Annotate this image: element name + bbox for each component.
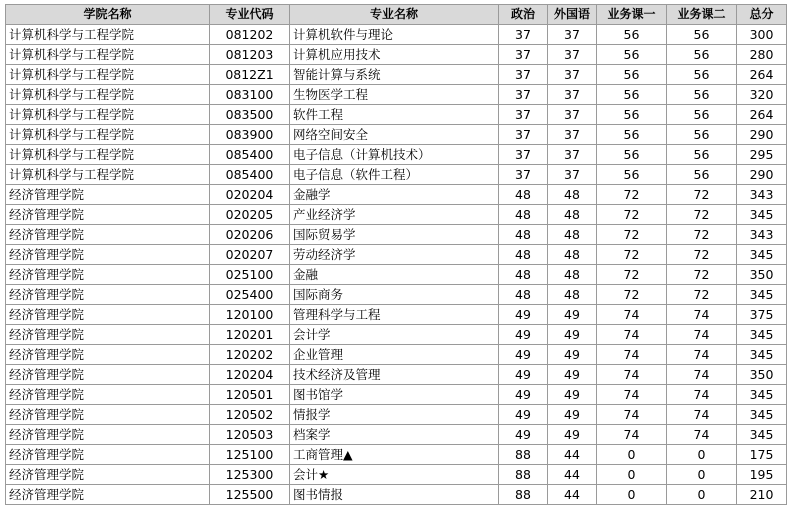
college-cell: 计算机科学与工程学院 bbox=[6, 85, 210, 105]
major-code-cell: 120503 bbox=[210, 425, 290, 445]
table-row bbox=[6, 245, 787, 265]
college-cell: 经济管理学院 bbox=[6, 245, 210, 265]
total-cell: 210 bbox=[737, 485, 787, 505]
foreign-language-cell: 37 bbox=[548, 65, 597, 85]
major-name-cell: 电子信息（计算机技术） bbox=[290, 145, 499, 165]
major-code-cell: 085400 bbox=[210, 165, 290, 185]
subject-one-cell: 74 bbox=[597, 345, 667, 365]
foreign-language-cell: 37 bbox=[548, 105, 597, 125]
foreign-language-cell: 44 bbox=[548, 465, 597, 485]
table-row bbox=[6, 165, 787, 185]
subject-two-cell: 56 bbox=[667, 165, 737, 185]
subject-one-cell: 56 bbox=[597, 85, 667, 105]
foreign-language-cell: 48 bbox=[548, 185, 597, 205]
college-cell: 经济管理学院 bbox=[6, 425, 210, 445]
total-cell: 320 bbox=[737, 85, 787, 105]
table-row bbox=[6, 425, 787, 445]
major-code-cell: 020204 bbox=[210, 185, 290, 205]
politics-cell: 49 bbox=[499, 305, 548, 325]
subject-two-cell: 56 bbox=[667, 105, 737, 125]
college-cell: 经济管理学院 bbox=[6, 265, 210, 285]
header-subject-one: 业务课一 bbox=[597, 5, 667, 25]
major-code-cell: 125300 bbox=[210, 465, 290, 485]
subject-two-cell: 74 bbox=[667, 405, 737, 425]
major-code-cell: 125500 bbox=[210, 485, 290, 505]
college-cell: 计算机科学与工程学院 bbox=[6, 105, 210, 125]
total-cell: 345 bbox=[737, 405, 787, 425]
table-body bbox=[6, 25, 787, 505]
subject-two-cell: 56 bbox=[667, 45, 737, 65]
foreign-language-cell: 37 bbox=[548, 165, 597, 185]
subject-one-cell: 56 bbox=[597, 105, 667, 125]
total-cell: 300 bbox=[737, 25, 787, 45]
major-code-cell: 120502 bbox=[210, 405, 290, 425]
subject-one-cell: 74 bbox=[597, 305, 667, 325]
total-cell: 345 bbox=[737, 345, 787, 365]
subject-two-cell: 72 bbox=[667, 225, 737, 245]
header-major-name: 专业名称 bbox=[290, 5, 499, 25]
politics-cell: 48 bbox=[499, 265, 548, 285]
total-cell: 264 bbox=[737, 65, 787, 85]
table-row bbox=[6, 125, 787, 145]
major-code-cell: 020205 bbox=[210, 205, 290, 225]
header-subject-two: 业务课二 bbox=[667, 5, 737, 25]
politics-cell: 49 bbox=[499, 365, 548, 385]
major-name-cell: 会计★ bbox=[290, 465, 499, 485]
table-row bbox=[6, 25, 787, 45]
header-college: 学院名称 bbox=[6, 5, 210, 25]
foreign-language-cell: 49 bbox=[548, 405, 597, 425]
foreign-language-cell: 48 bbox=[548, 245, 597, 265]
major-code-cell: 025400 bbox=[210, 285, 290, 305]
table-row bbox=[6, 345, 787, 365]
table-row bbox=[6, 305, 787, 325]
major-name-cell: 智能计算与系统 bbox=[290, 65, 499, 85]
foreign-language-cell: 37 bbox=[548, 125, 597, 145]
major-name-cell: 国际贸易学 bbox=[290, 225, 499, 245]
major-name-cell: 档案学 bbox=[290, 425, 499, 445]
header-major-code: 专业代码 bbox=[210, 5, 290, 25]
foreign-language-cell: 49 bbox=[548, 345, 597, 365]
politics-cell: 37 bbox=[499, 65, 548, 85]
subject-one-cell: 56 bbox=[597, 125, 667, 145]
subject-two-cell: 56 bbox=[667, 145, 737, 165]
college-cell: 经济管理学院 bbox=[6, 285, 210, 305]
major-code-cell: 0812Z1 bbox=[210, 65, 290, 85]
subject-two-cell: 74 bbox=[667, 305, 737, 325]
major-code-cell: 120204 bbox=[210, 365, 290, 385]
college-cell: 计算机科学与工程学院 bbox=[6, 45, 210, 65]
major-code-cell: 085400 bbox=[210, 145, 290, 165]
foreign-language-cell: 48 bbox=[548, 205, 597, 225]
subject-one-cell: 72 bbox=[597, 225, 667, 245]
subject-one-cell: 56 bbox=[597, 145, 667, 165]
politics-cell: 37 bbox=[499, 145, 548, 165]
college-cell: 经济管理学院 bbox=[6, 385, 210, 405]
politics-cell: 48 bbox=[499, 205, 548, 225]
subject-one-cell: 56 bbox=[597, 25, 667, 45]
college-cell: 经济管理学院 bbox=[6, 445, 210, 465]
college-cell: 经济管理学院 bbox=[6, 325, 210, 345]
major-code-cell: 083500 bbox=[210, 105, 290, 125]
subject-one-cell: 74 bbox=[597, 385, 667, 405]
foreign-language-cell: 48 bbox=[548, 225, 597, 245]
subject-two-cell: 72 bbox=[667, 265, 737, 285]
subject-two-cell: 0 bbox=[667, 445, 737, 465]
major-name-cell: 电子信息（软件工程） bbox=[290, 165, 499, 185]
subject-one-cell: 74 bbox=[597, 365, 667, 385]
politics-cell: 48 bbox=[499, 285, 548, 305]
major-code-cell: 120501 bbox=[210, 385, 290, 405]
major-code-cell: 125100 bbox=[210, 445, 290, 465]
college-cell: 计算机科学与工程学院 bbox=[6, 125, 210, 145]
table-row bbox=[6, 105, 787, 125]
subject-one-cell: 74 bbox=[597, 325, 667, 345]
table-row bbox=[6, 445, 787, 465]
total-cell: 345 bbox=[737, 325, 787, 345]
major-name-cell: 计算机应用技术 bbox=[290, 45, 499, 65]
major-name-cell: 图书情报 bbox=[290, 485, 499, 505]
table-row bbox=[6, 45, 787, 65]
subject-one-cell: 0 bbox=[597, 465, 667, 485]
total-cell: 350 bbox=[737, 265, 787, 285]
subject-one-cell: 0 bbox=[597, 445, 667, 465]
foreign-language-cell: 48 bbox=[548, 285, 597, 305]
major-name-cell: 劳动经济学 bbox=[290, 245, 499, 265]
major-name-cell: 软件工程 bbox=[290, 105, 499, 125]
politics-cell: 49 bbox=[499, 325, 548, 345]
total-cell: 195 bbox=[737, 465, 787, 485]
subject-two-cell: 56 bbox=[667, 25, 737, 45]
major-code-cell: 083100 bbox=[210, 85, 290, 105]
college-cell: 计算机科学与工程学院 bbox=[6, 25, 210, 45]
table-row bbox=[6, 325, 787, 345]
subject-two-cell: 72 bbox=[667, 245, 737, 265]
major-code-cell: 081203 bbox=[210, 45, 290, 65]
header-foreign-language: 外国语 bbox=[548, 5, 597, 25]
major-name-cell: 计算机软件与理论 bbox=[290, 25, 499, 45]
foreign-language-cell: 44 bbox=[548, 445, 597, 465]
major-code-cell: 120100 bbox=[210, 305, 290, 325]
major-code-cell: 120202 bbox=[210, 345, 290, 365]
subject-two-cell: 72 bbox=[667, 285, 737, 305]
college-cell: 经济管理学院 bbox=[6, 485, 210, 505]
table-row bbox=[6, 65, 787, 85]
table-row bbox=[6, 225, 787, 245]
politics-cell: 37 bbox=[499, 25, 548, 45]
foreign-language-cell: 49 bbox=[548, 365, 597, 385]
subject-two-cell: 56 bbox=[667, 65, 737, 85]
table-row bbox=[6, 85, 787, 105]
subject-one-cell: 56 bbox=[597, 45, 667, 65]
politics-cell: 48 bbox=[499, 185, 548, 205]
table-row bbox=[6, 485, 787, 505]
subject-one-cell: 72 bbox=[597, 245, 667, 265]
foreign-language-cell: 37 bbox=[548, 25, 597, 45]
total-cell: 375 bbox=[737, 305, 787, 325]
subject-one-cell: 56 bbox=[597, 165, 667, 185]
major-name-cell: 企业管理 bbox=[290, 345, 499, 365]
politics-cell: 37 bbox=[499, 165, 548, 185]
college-cell: 经济管理学院 bbox=[6, 305, 210, 325]
major-code-cell: 020206 bbox=[210, 225, 290, 245]
subject-two-cell: 0 bbox=[667, 465, 737, 485]
subject-one-cell: 72 bbox=[597, 285, 667, 305]
table-row bbox=[6, 285, 787, 305]
foreign-language-cell: 37 bbox=[548, 85, 597, 105]
subject-two-cell: 74 bbox=[667, 385, 737, 405]
subject-two-cell: 74 bbox=[667, 365, 737, 385]
subject-two-cell: 56 bbox=[667, 85, 737, 105]
subject-one-cell: 72 bbox=[597, 185, 667, 205]
total-cell: 350 bbox=[737, 365, 787, 385]
table-row bbox=[6, 265, 787, 285]
foreign-language-cell: 37 bbox=[548, 45, 597, 65]
politics-cell: 88 bbox=[499, 465, 548, 485]
total-cell: 343 bbox=[737, 185, 787, 205]
major-code-cell: 120201 bbox=[210, 325, 290, 345]
subject-one-cell: 74 bbox=[597, 405, 667, 425]
politics-cell: 88 bbox=[499, 445, 548, 465]
score-table bbox=[5, 4, 787, 505]
politics-cell: 37 bbox=[499, 125, 548, 145]
major-name-cell: 管理科学与工程 bbox=[290, 305, 499, 325]
politics-cell: 49 bbox=[499, 345, 548, 365]
table-row bbox=[6, 185, 787, 205]
major-name-cell: 生物医学工程 bbox=[290, 85, 499, 105]
foreign-language-cell: 49 bbox=[548, 325, 597, 345]
college-cell: 经济管理学院 bbox=[6, 185, 210, 205]
subject-two-cell: 74 bbox=[667, 425, 737, 445]
politics-cell: 48 bbox=[499, 225, 548, 245]
header-total: 总分 bbox=[737, 5, 787, 25]
total-cell: 343 bbox=[737, 225, 787, 245]
major-name-cell: 图书馆学 bbox=[290, 385, 499, 405]
major-code-cell: 025100 bbox=[210, 265, 290, 285]
subject-two-cell: 72 bbox=[667, 205, 737, 225]
major-code-cell: 083900 bbox=[210, 125, 290, 145]
total-cell: 345 bbox=[737, 205, 787, 225]
total-cell: 345 bbox=[737, 285, 787, 305]
major-name-cell: 情报学 bbox=[290, 405, 499, 425]
major-name-cell: 会计学 bbox=[290, 325, 499, 345]
major-name-cell: 工商管理▲ bbox=[290, 445, 499, 465]
subject-one-cell: 0 bbox=[597, 485, 667, 505]
header-politics: 政治 bbox=[499, 5, 548, 25]
politics-cell: 49 bbox=[499, 385, 548, 405]
college-cell: 经济管理学院 bbox=[6, 205, 210, 225]
major-name-cell: 网络空间安全 bbox=[290, 125, 499, 145]
subject-two-cell: 0 bbox=[667, 485, 737, 505]
subject-one-cell: 72 bbox=[597, 265, 667, 285]
politics-cell: 37 bbox=[499, 85, 548, 105]
score-table-container bbox=[5, 4, 787, 505]
major-code-cell: 081202 bbox=[210, 25, 290, 45]
college-cell: 经济管理学院 bbox=[6, 465, 210, 485]
subject-one-cell: 72 bbox=[597, 205, 667, 225]
college-cell: 计算机科学与工程学院 bbox=[6, 65, 210, 85]
foreign-language-cell: 49 bbox=[548, 425, 597, 445]
table-row bbox=[6, 385, 787, 405]
politics-cell: 88 bbox=[499, 485, 548, 505]
table-row bbox=[6, 405, 787, 425]
subject-one-cell: 56 bbox=[597, 65, 667, 85]
major-code-cell: 020207 bbox=[210, 245, 290, 265]
total-cell: 345 bbox=[737, 245, 787, 265]
table-row bbox=[6, 465, 787, 485]
politics-cell: 49 bbox=[499, 405, 548, 425]
total-cell: 280 bbox=[737, 45, 787, 65]
politics-cell: 37 bbox=[499, 105, 548, 125]
major-name-cell: 金融 bbox=[290, 265, 499, 285]
college-cell: 经济管理学院 bbox=[6, 405, 210, 425]
major-name-cell: 产业经济学 bbox=[290, 205, 499, 225]
total-cell: 175 bbox=[737, 445, 787, 465]
subject-two-cell: 72 bbox=[667, 185, 737, 205]
college-cell: 计算机科学与工程学院 bbox=[6, 165, 210, 185]
total-cell: 264 bbox=[737, 105, 787, 125]
major-name-cell: 金融学 bbox=[290, 185, 499, 205]
college-cell: 计算机科学与工程学院 bbox=[6, 145, 210, 165]
foreign-language-cell: 44 bbox=[548, 485, 597, 505]
table-row bbox=[6, 145, 787, 165]
table-row bbox=[6, 365, 787, 385]
subject-two-cell: 74 bbox=[667, 325, 737, 345]
total-cell: 345 bbox=[737, 425, 787, 445]
foreign-language-cell: 37 bbox=[548, 145, 597, 165]
politics-cell: 37 bbox=[499, 45, 548, 65]
total-cell: 290 bbox=[737, 125, 787, 145]
subject-two-cell: 74 bbox=[667, 345, 737, 365]
politics-cell: 48 bbox=[499, 245, 548, 265]
total-cell: 345 bbox=[737, 385, 787, 405]
foreign-language-cell: 49 bbox=[548, 385, 597, 405]
table-row bbox=[6, 205, 787, 225]
subject-one-cell: 74 bbox=[597, 425, 667, 445]
total-cell: 295 bbox=[737, 145, 787, 165]
college-cell: 经济管理学院 bbox=[6, 365, 210, 385]
subject-two-cell: 56 bbox=[667, 125, 737, 145]
college-cell: 经济管理学院 bbox=[6, 345, 210, 365]
foreign-language-cell: 49 bbox=[548, 305, 597, 325]
foreign-language-cell: 48 bbox=[548, 265, 597, 285]
politics-cell: 49 bbox=[499, 425, 548, 445]
total-cell: 290 bbox=[737, 165, 787, 185]
major-name-cell: 国际商务 bbox=[290, 285, 499, 305]
college-cell: 经济管理学院 bbox=[6, 225, 210, 245]
header-row bbox=[6, 5, 787, 25]
major-name-cell: 技术经济及管理 bbox=[290, 365, 499, 385]
